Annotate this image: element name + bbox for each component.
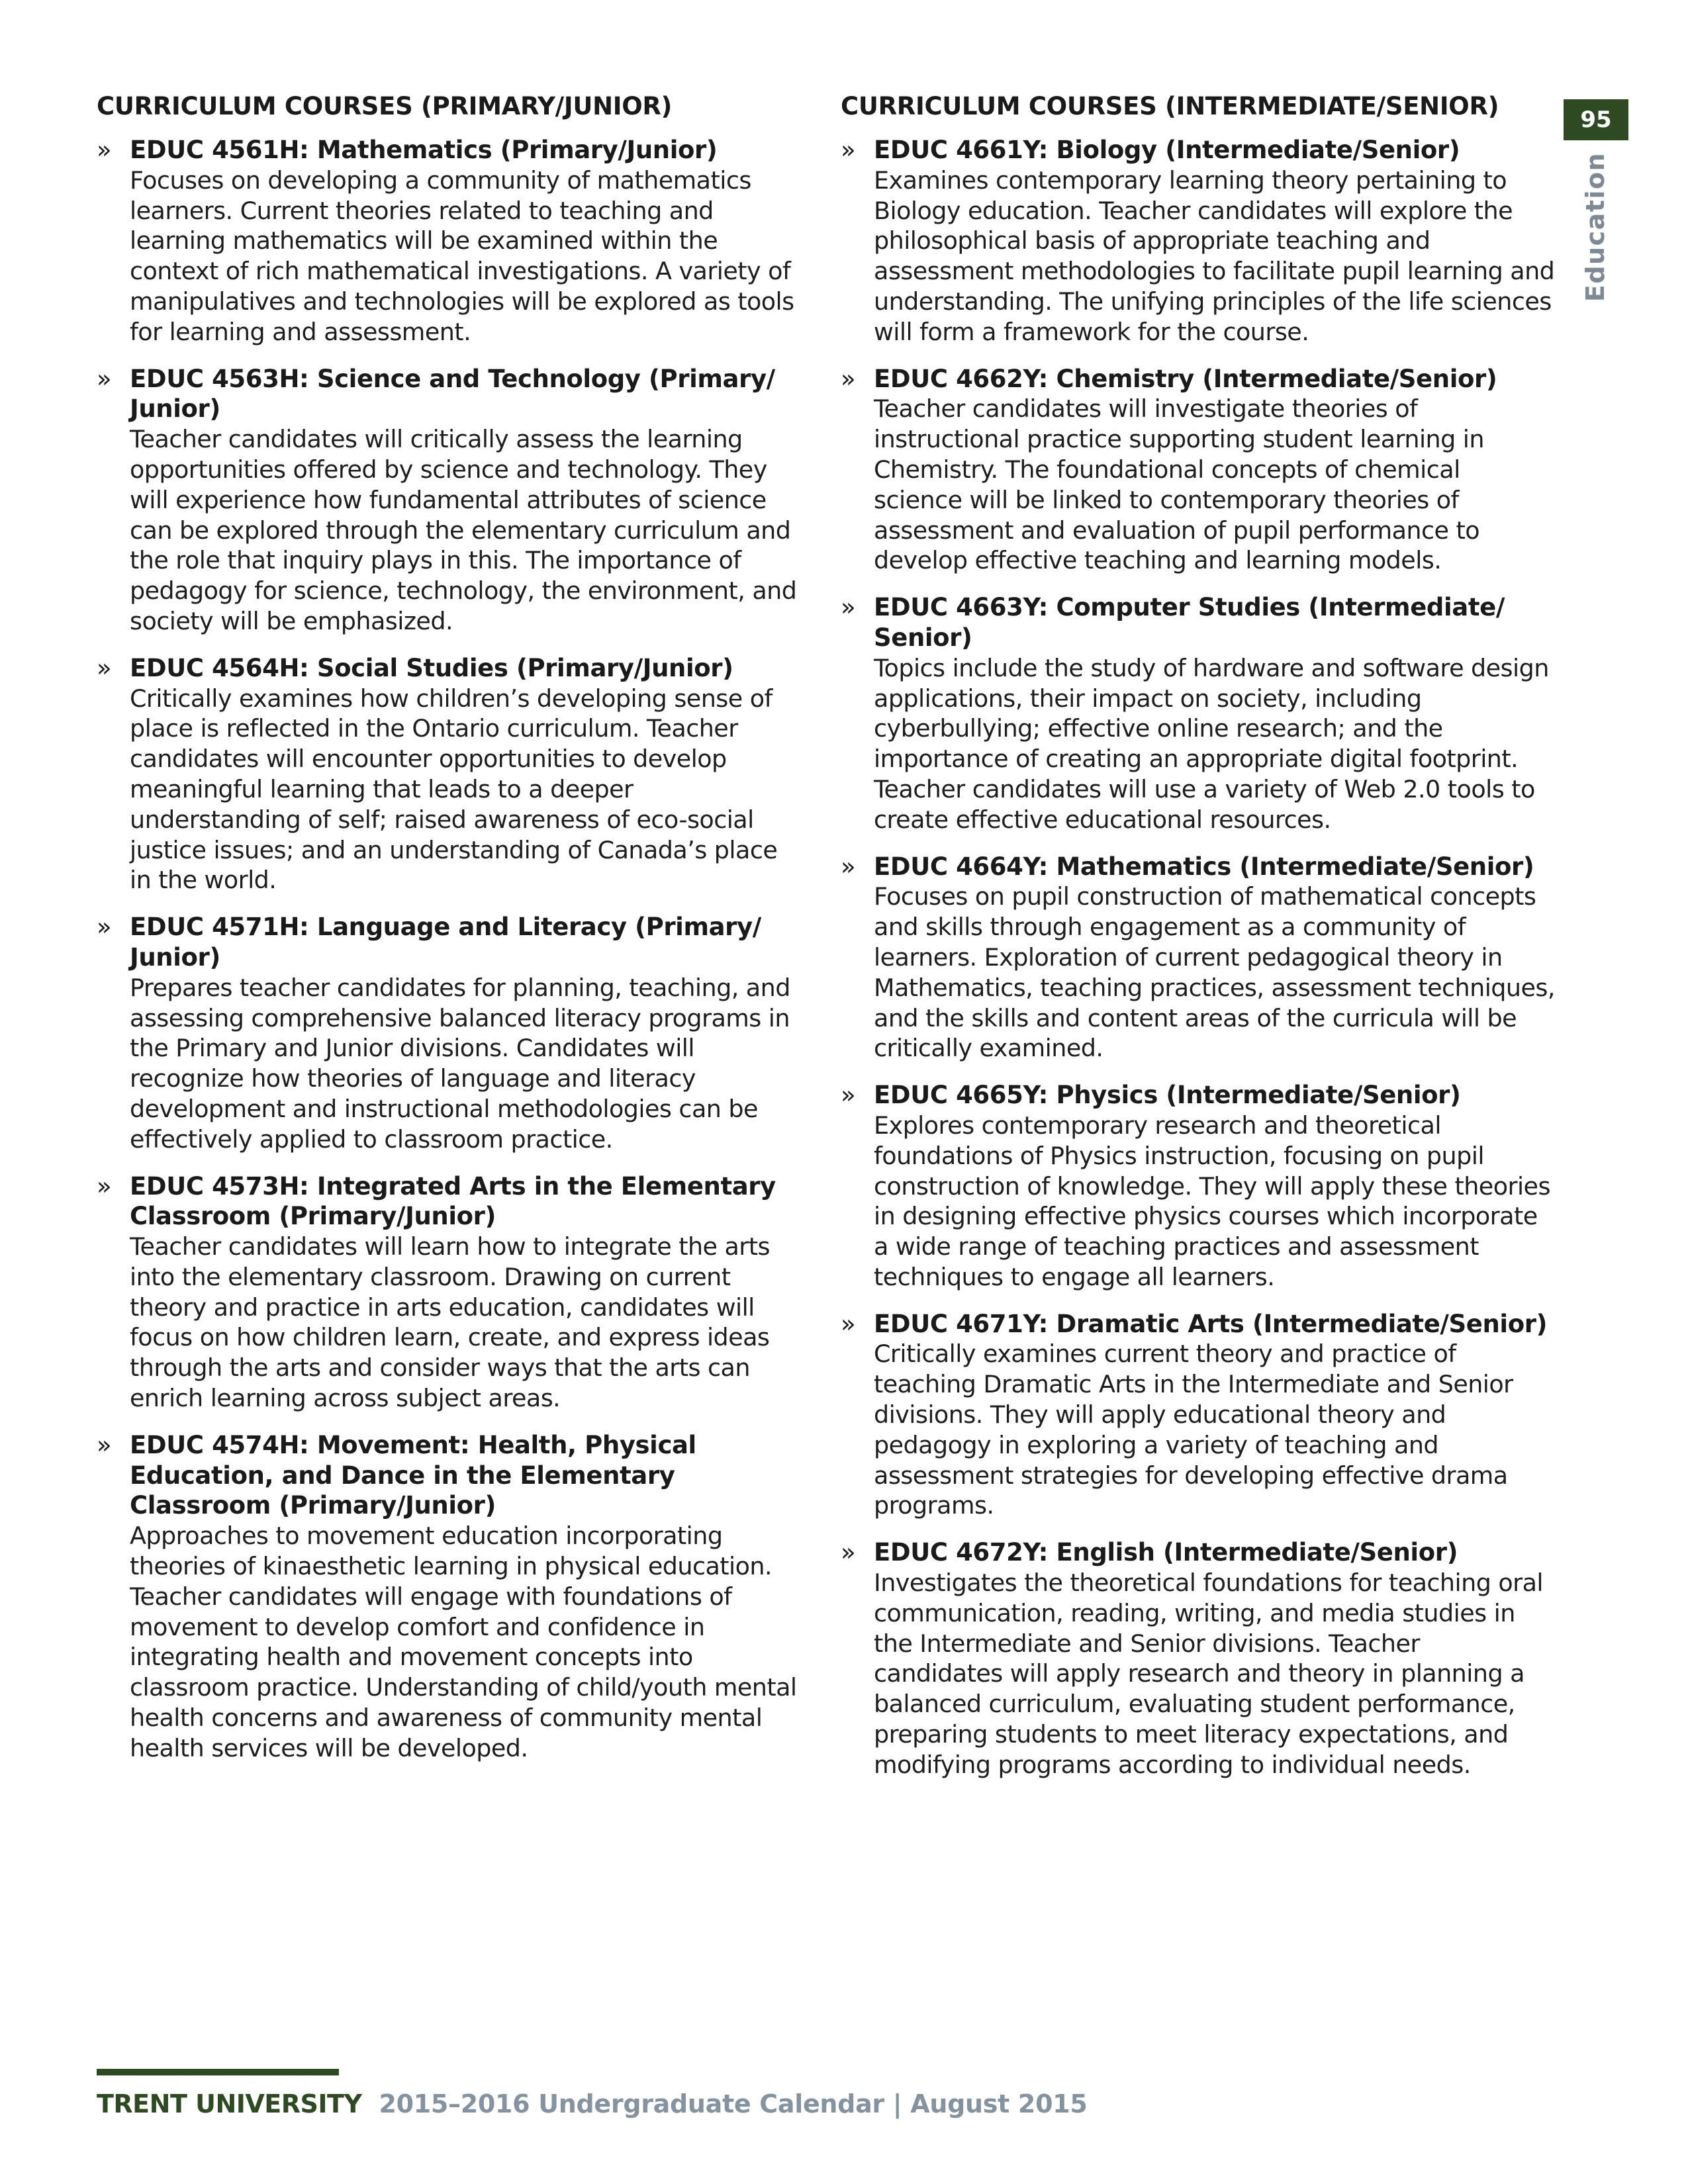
course-description: Explores contemporary research and theoretical foundations of Physics instruction, focusing on pupil construction of knowledge. They will apply these theories in designing effective physics courses which incorporate a wide range of teaching practices and assessment techniques to engage all learners. [874, 1111, 1550, 1291]
course-entry [841, 1309, 1556, 1522]
right-column [841, 91, 1556, 1797]
bullet-marker: » [841, 1081, 856, 1110]
course-description: Topics include the study of hardware and software design applications, their impact on society, including cyberbullying; effective online research; and the importance of creating an appropriate digital footprint. Teacher candidates will use a variety of Web 2.0 tools to create effective educational resources. [874, 653, 1549, 834]
course-description: Teacher candidates will investigate theories of instructional practice supporting student learning in Chemistry. The foundational concepts of chemical science will be linked to contemporary theories of assessment and evaluation of pupil performance to develop effective teaching and learning models. [874, 394, 1484, 575]
footer-calendar-info: 2015–2016 Undergraduate Calendar | August 2015 [379, 2089, 1088, 2118]
course-title: EDUC 4665Y: Physics (Intermediate/Senior) [874, 1081, 1461, 1110]
course-title: EDUC 4571H: Language and Literacy (Primary/ Junior) [130, 913, 761, 972]
bullet-marker: » [841, 593, 856, 622]
section-heading-intermediate-senior: CURRICULUM COURSES (INTERMEDIATE/SENIOR) [841, 92, 1499, 120]
bullet-marker: » [97, 1430, 112, 1459]
course-entry [97, 653, 798, 895]
section-tab-label: Education [1581, 152, 1610, 302]
course-list-primary-junior [97, 135, 798, 1764]
course-entry [97, 912, 798, 1154]
course-entry [97, 364, 798, 637]
page-number-badge: 95 [1564, 99, 1628, 140]
bullet-marker: » [97, 1171, 112, 1201]
footer-rule [97, 2069, 339, 2075]
course-title: EDUC 4672Y: English (Intermediate/Senior) [874, 1538, 1458, 1567]
bullet-marker: » [97, 653, 112, 682]
course-description: Focuses on developing a community of mathematics learners. Current theories related to teaching and learning mathematics will be examined within the context of rich mathematical investigations. A variety of manipulatives and technologies will be explored as tools for learning and assessment. [130, 165, 794, 346]
course-title: EDUC 4671Y: Dramatic Arts (Intermediate/Senior) [874, 1309, 1548, 1338]
course-title: EDUC 4662Y: Chemistry (Intermediate/Senior) [874, 364, 1497, 393]
bullet-marker: » [97, 364, 112, 393]
course-description: Approaches to movement education incorporating theories of kinaesthetic learning in physical education. Teacher candidates will engage with foundations of movement to develop comfort and confidence in integrating health and movement concepts into classroom practice. Understanding of child/youth mental health concerns and awareness of community mental health services will be developed. [130, 1522, 797, 1762]
course-title: EDUC 4573H: Integrated Arts in the Elementary Classroom (Primary/Junior) [130, 1171, 776, 1231]
course-title: EDUC 4663Y: Computer Studies (Intermediate/ Senior) [874, 593, 1505, 652]
course-description: Critically examines how children’s developing sense of place is reflected in the Ontario curriculum. Teacher candidates will encounter opportunities to develop meaningful learning that leads to a deeper understanding of self; raised awareness of eco-social justice issues; and an understanding of Canada’s place in the world. [130, 684, 778, 895]
course-description: Prepares teacher candidates for planning, teaching, and assessing comprehensive balanced literacy programs in the Primary and Junior divisions. Candidates will recognize how theories of language and literacy development and instructional methodologies can be effectively applied to classroom practice. [130, 973, 790, 1154]
bullet-marker: » [841, 1309, 856, 1338]
course-description: Investigates the theoretical foundations for teaching oral communication, reading, writing, and media studies in the Intermediate and Senior divisions. Teacher candidates will apply research and theory in planning a balanced curriculum, evaluating student performance, preparing students to meet literacy expectations, and modifying programs according to individual needs. [874, 1569, 1544, 1779]
bullet-marker: » [841, 852, 856, 881]
bullet-marker: » [97, 913, 112, 942]
course-description: Teacher candidates will critically assess the learning opportunities offered by science and technology. They will experience how fundamental attributes of science can be explored through the elementary curriculum and the role that inquiry plays in this. The importance of pedagogy for science, technology, the environment, and society will be emphasized. [130, 425, 797, 635]
course-entry [841, 364, 1556, 576]
course-description: Examines contemporary learning theory pertaining to Biology education. Teacher candidates will explore the philosophical basis of appropriate teaching and assessment methodologies to facilitate pupil learning and understanding. The unifying principles of the life sciences will form a framework for the course. [874, 165, 1555, 346]
course-entry [97, 1430, 798, 1764]
course-title: EDUC 4661Y: Biology (Intermediate/Senior) [874, 136, 1460, 164]
course-entry [841, 135, 1556, 347]
bullet-marker: » [841, 1538, 856, 1567]
left-column [97, 91, 798, 1780]
footer [97, 2087, 1088, 2120]
course-entry [841, 1537, 1556, 1780]
course-title: EDUC 4664Y: Mathematics (Intermediate/Senior) [874, 852, 1534, 881]
course-entry [97, 1171, 798, 1414]
course-description: Focuses on pupil construction of mathematical concepts and skills through engagement as a community of learners. Exploration of current pedagogical theory in Mathematics, teaching practices, assessment techniques, and the skills and content areas of the curricula will be critically examined. [874, 882, 1555, 1063]
course-entry [841, 852, 1556, 1064]
bullet-marker: » [841, 364, 856, 393]
course-description: Critically examines current theory and practice of teaching Dramatic Arts in the Intermediate and Senior divisions. They will apply educational theory and pedagogy in exploring a variety of teaching and assessment strategies for developing effective drama programs. [874, 1340, 1513, 1520]
footer-university-name: TRENT UNIVERSITY [97, 2089, 362, 2118]
course-entry [841, 592, 1556, 835]
course-title: EDUC 4574H: Movement: Health, Physical Education, and Dance in the Elementary Classroom (Primary/Junior) [130, 1430, 696, 1520]
course-title: EDUC 4563H: Science and Technology (Primary/ Junior) [130, 364, 775, 424]
course-entry [97, 135, 798, 347]
course-title: EDUC 4561H: Mathematics (Primary/Junior) [130, 136, 718, 164]
course-entry [841, 1080, 1556, 1293]
course-title: EDUC 4564H: Social Studies (Primary/Junior) [130, 653, 733, 682]
bullet-marker: » [97, 136, 112, 164]
section-heading-primary-junior: CURRICULUM COURSES (PRIMARY/JUNIOR) [97, 92, 673, 120]
course-description: Teacher candidates will learn how to integrate the arts into the elementary classroom. Drawing on current theory and practice in arts education, candidates will focus on how children learn, create, and express ideas through the arts and consider ways that the arts can enrich learning across subject areas. [130, 1232, 770, 1413]
bullet-marker: » [841, 136, 856, 164]
course-list-intermediate-senior [841, 135, 1556, 1780]
